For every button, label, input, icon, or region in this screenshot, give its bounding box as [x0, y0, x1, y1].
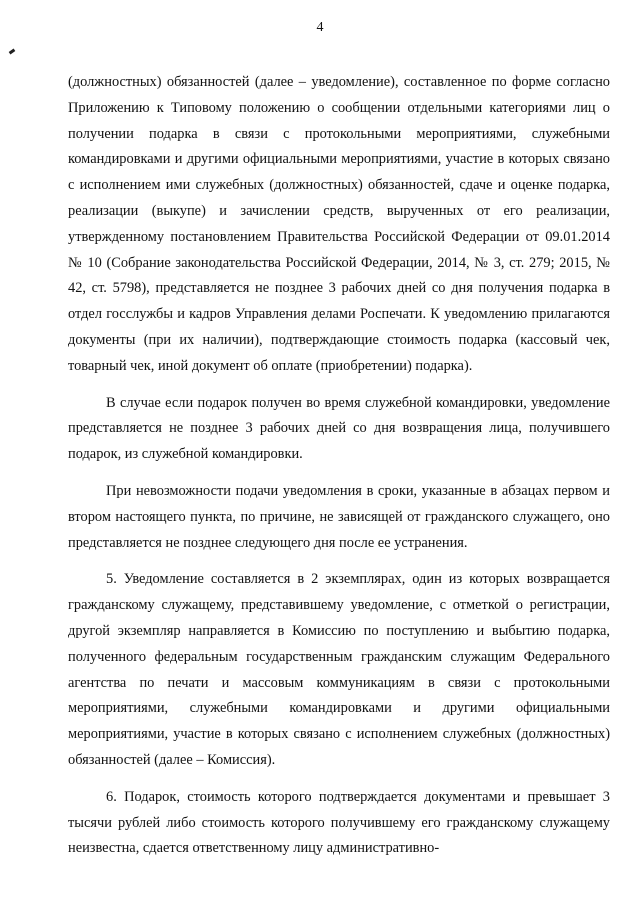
paragraph-item-5: 5. Уведомление составляется в 2 экземплярах, один из которых возвращается гражданскому служащему, представившему уведомление, с отметкой о регистрации, другой экземпляр направляется в Комиссию по поступлению и выбытию подарка, полученного федеральным государственным гражданским служащим Федерального агентства по печати и массовым коммуникациям в связи с протокольными мероприятиями, служебными командировками и другими официальными мероприятиями, участие в которых связано с исполнением служебных (должностных) обязанностей (далее – Комиссия). [68, 571, 610, 768]
page-number: 4 [316, 20, 324, 35]
paragraph-business-trip: В случае если подарок получен во время служебной командировки, уведомление представляется не позднее 3 рабочих дней со дня возвращения лица, получившего подарок, из служебной командировки. [68, 394, 610, 463]
document-body [68, 70, 610, 862]
margin-mark [9, 49, 16, 55]
paragraph-item-6: 6. Подарок, стоимость которого подтверждается документами и превышает 3 тысячи рублей либо стоимость которого получившему его гражданскому служащему неизвестна, сдается ответственному лицу административно- [68, 788, 610, 857]
paragraph-continuation: (должностных) обязанностей (далее – уведомление), составленное по форме согласно Приложению к Типовому положению о сообщении отдельными категориями лиц о получении подарка в связи с протокольными мероприятиями, служебными командировками и другими официальными мероприятиями, участие в которых связано с исполнением ими служебных (должностных) обязанностей, сдаче и оценке подарка, реализации (выкупе) и зачислении средств, вырученных от его реализации, утвержденному постановлением Правительства Российской Федерации от 09.01.2014 № 10 (Собрание законодательства Российской Федерации, 2014, № 3, ст. 279; 2015, № 42, ст. 5798), представляется не позднее 3 рабочих дней со дня получения подарка в отдел госслужбы и кадров Управления делами Роспечати. К уведомлению прилагаются документы (при их наличии), подтверждающие стоимость подарка (кассовый чек, товарный чек, иной документ об оплате (приобретении) подарка). [68, 74, 610, 374]
paragraph-impossibility: При невозможности подачи уведомления в сроки, указанные в абзацах первом и втором настоящего пункта, по причине, не зависящей от гражданского служащего, оно представляется не позднее следующего дня после ее устранения. [68, 482, 610, 551]
